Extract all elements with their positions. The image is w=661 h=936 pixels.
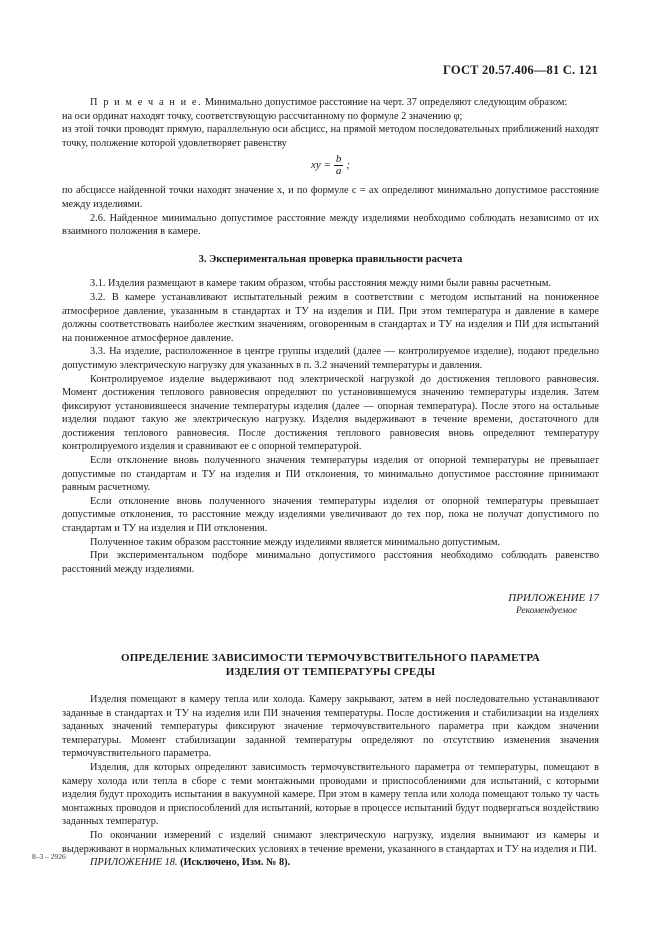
formula-lhs: xy = xyxy=(310,159,331,172)
note-paragraph xyxy=(62,96,599,110)
appendix-17-title xyxy=(62,651,599,679)
paragraph-if-within: Если отклонение вновь полученного значения температуры изделия от опорной температуры не превышает допустимые по стандартам и ТУ на изделия и ПИ отклонения, то минимально допустимое расстояние принимают равным расчетному. xyxy=(62,455,599,494)
appendix-17-paragraph-3: По окончании измерений с изделий снимают электрическую нагрузку, изделия вынимают из камеры и выдерживают в нормальных климатических условиях в течение времени, указанного в стандартах и ТУ на изделия и ПИ. xyxy=(62,829,599,855)
appendix-18-label: ПРИЛОЖЕНИЕ 18. xyxy=(90,857,178,869)
formula-denominator: a xyxy=(335,165,342,178)
formula-numerator: b xyxy=(335,153,342,166)
paragraph-3-2: 3.2. В камере устанавливают испытательный режим в соответствии с методом испытаний на пониженное атмосферное давление, указанным в стандартах и ТУ на изделия и ПИ. При этом температура и давление в камере должны соответствовать наиболее жестким значениям, оговоренным в стандартах и ТУ на изделия и ПИ для испытаний на пониженное атмосферное давление. xyxy=(62,291,599,344)
appendix-17-paragraph-1: Изделия помещают в камеру тепла или холода. Камеру закрывают, затем в ней последовательно устанавливают заданные в стандартах и ТУ на изделия или ПИ значения температуры. После достижения и стабилизации на изделиях заданных значений температуры фиксируют значение термочувствительного параметра при каждом значении температуры. Момент стабилизации заданной температуры определяют по отсутствию изменения значения термочувствительного параметра. xyxy=(62,694,599,760)
note-label: П р и м е ч а н и е. xyxy=(90,97,203,108)
section-3-title: 3. Экспериментальная проверка правильности расчета xyxy=(198,253,463,265)
note-line3: из этой точки проводят прямую, параллельную оси абсцисс, на прямой методом последовательных приближений находят точку, положение которой удовлетворяет равенству xyxy=(62,124,599,149)
appendix-17-label: ПРИЛОЖЕНИЕ 17 xyxy=(508,592,599,605)
formula-fraction xyxy=(334,154,344,177)
print-code: 8–3 – 2926 xyxy=(32,852,66,861)
formula xyxy=(62,154,599,180)
paragraph-3-1: 3.1. Изделия размещают в камере таким образом, чтобы расстояния между ними были равны расчетным. xyxy=(90,278,551,290)
appendix-17-title-line2: ИЗДЕЛИЯ ОТ ТЕМПЕРАТУРЫ СРЕДЫ xyxy=(225,666,436,678)
formula-end: ; xyxy=(346,159,351,172)
paragraph-result: Полученное таким образом расстояние между изделиями является минимально допустимым. xyxy=(90,536,501,548)
page-content xyxy=(62,96,599,870)
page-header: ГОСТ 20.57.406—81 С. 121 xyxy=(443,63,598,77)
note-line2: на оси ординат находят точку, соответствующую рассчитанному по формуле 2 значению φ; xyxy=(62,110,463,122)
paragraph-if-exceeds: Если отклонение вновь полученного значения температуры изделия от опорной температуры превышает допустимые отклонения, то расстояние между изделиями увеличивают до тех пор, пока не получат допустимого по стандартам и ТУ на изделия и ПИ отклонения. xyxy=(62,495,599,535)
appendix-17-paragraph-2: Изделия, для которых определяют зависимость термочувствительного параметра от температуры, помещают в камеру холода или тепла в сборе с теми монтажными проводами и приспособлениями для испытаний, с которыми изделия будут проходить испытания в вакуумной камере. При этом в камеру тепла или холода помещают только ту часть монтажных проводов и приспособлений для испытаний, которые в процессе испытаний будут подвергаться воздействию заданных температур. xyxy=(62,761,599,828)
note-line4: по абсциссе найденной точки находят значение x, и по формуле c = ax определяют минимально допустимое расстояние между изделиями. xyxy=(62,185,599,210)
appendix-18-note xyxy=(62,856,599,870)
paragraph-2-6: 2.6. Найденное минимально допустимое расстояние между изделиями необходимо соблюдать независимо от их взаимного положения в камере. xyxy=(62,212,599,238)
paragraph-control: Контролируемое изделие выдерживают под электрической нагрузкой до достижения теплового равновесия. Момент достижения теплового равновесия определяют по установившемуся значению температуры изделия. Затем фиксируют установившееся значение температуры изделия (далее — опорная температура). После этого на остальные изделия подают такую же электрическую нагрузку. Изделия выдерживают в течение времени, достаточного для достижения теплового равновесия. После достижения теплового равновесия вновь определяют температуру контролируемого изделия и сравнивают ее с опорной температурой. xyxy=(62,373,599,453)
note-line1: Минимально допустимое расстояние на черт. 37 определяют следующим образом: xyxy=(202,97,568,108)
paragraph-3-3: 3.3. На изделие, расположенное в центре группы изделий (далее — контролируемое изделие), подают предельно допустимую электрическую нагрузку для указанных в п. 3.2 значений температуры и давления. xyxy=(62,346,599,371)
appendix-17-title-line1: ОПРЕДЕЛЕНИЕ ЗАВИСИМОСТИ ТЕРМОЧУВСТВИТЕЛЬНОГО ПАРАМЕТРА xyxy=(121,652,540,664)
appendix-18-status: (Исключено, Изм. № 8). xyxy=(177,857,291,869)
appendix-17-status: Рекомендуемое xyxy=(515,606,577,617)
paragraph-experimental: При экспериментальном подборе минимально допустимого расстояния необходимо соблюдать равенство расстояний между изделиями. xyxy=(62,550,599,575)
